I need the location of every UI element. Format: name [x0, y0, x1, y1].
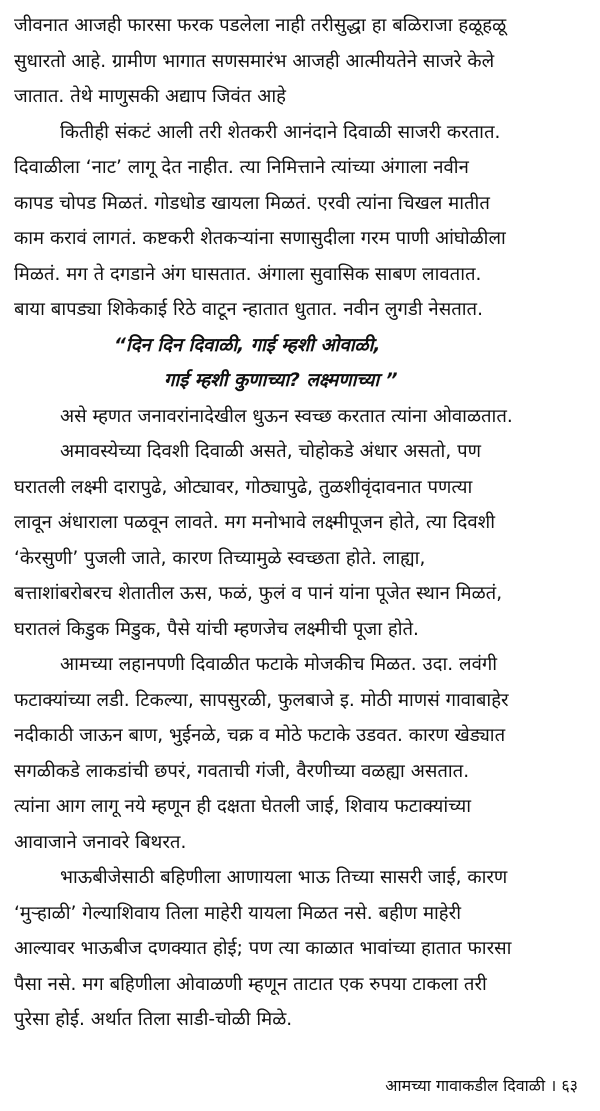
- paragraph: [14, 8, 586, 115]
- text-line: आमच्या लहानपणी दिवाळीत फटाके मोजकीच मिळत. उदा. लवंगी: [60, 654, 498, 675]
- text-line: बाया बापड्या शिकेकाई रिठे वाटून न्हातात धुतात. नवीन लुगडी नेसतात.: [14, 299, 483, 320]
- text-line: पुरेसा होई. अर्थात तिला साडी-चोळी मिळे.: [14, 1009, 293, 1030]
- text-line: काम करावं लागतं. कष्टकरी शेतकऱ्यांना सणासुदीला गरम पाणी आंघोळीला: [14, 228, 506, 249]
- text-line: आल्यावर भाऊबीज दणक्यात होई; पण त्या काळात भावांच्या हातात फारसा: [14, 938, 512, 959]
- page-footer: [385, 1074, 578, 1098]
- text-line: असे म्हणत जनावरांनादेखील धुऊन स्वच्छ करतात त्यांना ओवाळतात.: [60, 405, 513, 427]
- paragraph: [14, 115, 586, 328]
- text-line: मिळतं. मग ते दगडाने अंग घासतात. अंगाला सुवासिक साबण लावतात.: [14, 263, 482, 285]
- text-line: ‘मुऱ्हाळी’ गेल्याशिवाय तिला माहेरी यायला मिळत नसे. बहीण माहेरी: [14, 902, 461, 924]
- body-text-before-verse: [14, 8, 586, 328]
- paragraph: [14, 399, 586, 435]
- text-line: अमावस्येच्या दिवशी दिवाळी असते, चोहोकडे अंधार असतो, पण: [60, 441, 481, 462]
- text-line: जातात. तेथे माणुसकी अद्याप जिवंत आहे: [14, 86, 286, 107]
- text-line: घरातली लक्ष्मी दारापुढे, ओट्यावर, गोठ्यापुढे, तुळशीवृंदावनात पणत्या: [14, 476, 473, 498]
- text-line: ‘केरसुणी’ पुजली जाते, कारण तिच्यामुळे स्वच्छता होते. लाह्या,: [14, 547, 426, 569]
- verse-line: “दिन दिन दिवाळी, गाई म्हशी ओवाळी,: [114, 334, 381, 356]
- paragraph: [14, 647, 586, 860]
- text-line: सगळीकडे लाकडांची छपरं, गवताची गंजी, वैरणीच्या वळह्या असतात.: [14, 760, 470, 782]
- footer-separator: ।: [550, 1076, 557, 1095]
- text-line: बत्ताशांबरोबरच शेतातील ऊस, फळं, फुलं व पानं यांना पूजेत स्थान मिळतं,: [14, 583, 503, 604]
- paragraph: [14, 860, 586, 1038]
- verse-line: गाई म्हशी कुणाच्या? लक्ष्मणाच्या ”: [164, 370, 398, 391]
- text-line: भाऊबीजेसाठी बहिणीला आणायला भाऊ तिच्या सासरी जाई, कारण: [60, 867, 508, 888]
- text-line: सुधारतो आहे. ग्रामीण भागात सणसमारंभ आजही आत्मीयतेने साजरे केले: [14, 50, 495, 72]
- text-line: कापड चोपड मिळतं. गोडधोड खायला मिळतं. एरवी त्यांना चिखल मातीत: [14, 192, 490, 214]
- text-line: घरातलं किडुक मिडुक, पैसे यांची म्हणजेच लक्ष्मीची पूजा होते.: [14, 618, 419, 640]
- text-line: आवाजाने जनावरे बिथरत.: [14, 831, 187, 853]
- verse-block: [14, 328, 586, 399]
- body-text-after-verse: [14, 399, 586, 1038]
- running-title: आमच्या गावाकडील दिवाळी: [385, 1076, 546, 1095]
- text-line: दिवाळीला ‘नाट’ लागू देत नाहीत. त्या निमित्ताने त्यांच्या अंगाला नवीन: [14, 157, 469, 178]
- paragraph: [14, 434, 586, 647]
- text-line: त्यांना आग लागू नये म्हणून ही दक्षता घेतली जाई, शिवाय फटाक्यांच्या: [14, 796, 472, 817]
- text-line: जीवनात आजही फारसा फरक पडलेला नाही तरीसुद्धा हा बळिराजा हळूहळू: [14, 15, 507, 36]
- text-line: पैसा नसे. मग बहिणीला ओवाळणी म्हणून ताटात एक रुपया टाकला तरी: [14, 973, 487, 995]
- text-line: लावून अंधाराला पळवून लावते. मग मनोभावे लक्ष्मीपूजन होते, त्या दिवशी: [14, 512, 495, 533]
- text-line: नदीकाठी जाऊन बाण, भुईनळे, चक्र व मोठे फटाके उडवत. कारण खेड्यात: [14, 725, 506, 746]
- text-line: फटाक्यांच्या लडी. टिकल्या, सापसुरळी, फुलबाजे इ. मोठी माणसं गावाबाहेर: [14, 689, 509, 711]
- text-line: कितीही संकटं आली तरी शेतकरी आनंदाने दिवाळी साजरी करतात.: [60, 121, 501, 143]
- page-number: ६३: [561, 1076, 578, 1095]
